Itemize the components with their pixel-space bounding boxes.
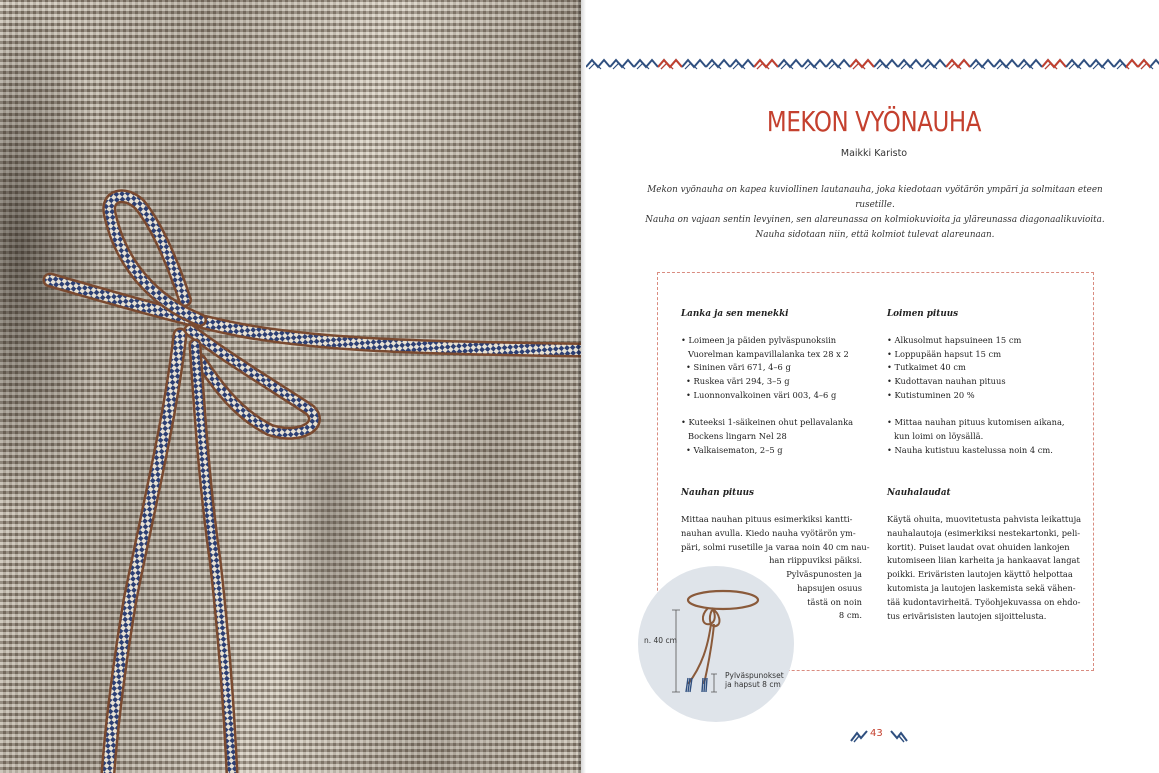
para-line: tästä on noin xyxy=(807,596,862,607)
page-number: 43 xyxy=(870,728,883,739)
para-line: Pylväspunosten ja xyxy=(786,569,862,579)
list-item: • Loimeen ja päiden pylväspunoksiin xyxy=(681,335,837,345)
list-gap xyxy=(887,403,1065,417)
para-line: tus erivärisisten lautojen sijoittelusta. xyxy=(887,610,1047,621)
para-line: kutomista ja lautojen laskemista sekä vähen- xyxy=(887,582,1076,593)
length-heading: Nauhan pituus xyxy=(681,488,754,498)
label-fringe-2: ja hapsut 8 cm xyxy=(725,680,781,689)
warp-heading: Loimen pituus xyxy=(887,309,959,319)
fringe-left xyxy=(686,678,692,692)
measure-line-8cm xyxy=(711,674,717,692)
article-intro xyxy=(640,183,1110,243)
warp-list xyxy=(887,334,1065,457)
para-line: kortit). Puiset laudat ovat ohuiden lankojen xyxy=(887,541,1070,552)
waist-loop xyxy=(688,591,758,609)
book-gutter xyxy=(578,0,586,773)
para-line: han riippuviksi päiksi. xyxy=(769,555,862,566)
list-item: • Loppupään hapsut 15 cm xyxy=(887,348,1002,359)
folk-pattern-border xyxy=(586,57,1159,71)
list-item: • Tutkaimet 40 cm xyxy=(887,362,966,373)
para-line: hapsujen osuus xyxy=(797,582,862,593)
length-paragraph xyxy=(681,513,870,568)
list-item: • Valkaisematon, 2–5 g xyxy=(686,444,783,455)
bow xyxy=(703,608,720,626)
hanging-end-left xyxy=(688,624,711,684)
yarn-list xyxy=(681,334,853,457)
article-title: MEKON VYÖNAUHA xyxy=(766,105,982,138)
page-number-block xyxy=(850,727,910,743)
list-item: • Sininen väri 671, 4–6 g xyxy=(686,362,791,373)
intro-line: Nauha on vajaan sentin levyinen, sen alareunassa on kolmiokuvioita ja yläreunassa diagonaalikuvioita. xyxy=(645,215,1105,225)
para-line: 8 cm. xyxy=(838,610,862,621)
list-item: Bockens lingarn Nel 28 xyxy=(688,430,787,441)
band-length-diagram xyxy=(638,566,794,722)
para-line: nauhalautoja (esimerkiksi nestekartonki, peli- xyxy=(887,527,1081,538)
list-item: • Alkusolmut hapsuineen 15 cm xyxy=(887,335,1022,345)
boards-heading: Nauhalaudat xyxy=(887,488,951,498)
para-line: kutomiseen liian karheita ja hankaavat langat xyxy=(887,555,1080,566)
fringe-right xyxy=(702,678,707,692)
para-line: poikki. Eriväristen lautojen käyttö helpottaa xyxy=(887,569,1073,580)
article-author: Maikki Karisto xyxy=(840,148,908,159)
intro-line: Mekon vyönauha on kapea kuviollinen lautanauha, joka kiedotaan vyötärön ympäri ja solmitaan eteen rusetille. xyxy=(647,185,1103,210)
para-line: päri, solmi rusetille ja varaa noin 40 cm nau- xyxy=(681,541,870,552)
list-item: • Luonnonvalkoinen väri 003, 4–6 g xyxy=(686,389,837,400)
para-line: Mittaa nauhan pituus esimerkiksi kantti- xyxy=(681,514,853,524)
intro-line: Nauha sidotaan niin, että kolmiot tulevat alareunaan. xyxy=(755,230,995,240)
list-item: • Kuteeksi 1-säikeinen ohut pellavalanka xyxy=(681,417,854,428)
para-line: nauhan avulla. Kiedo nauha vyötärön ym- xyxy=(681,527,856,538)
list-item: • Nauha kutistuu kastelussa noin 4 cm. xyxy=(887,444,1053,455)
measure-line-40cm xyxy=(672,610,680,692)
label-length: n. 40 cm xyxy=(644,636,677,645)
list-item: kun loimi on löysällä. xyxy=(894,430,984,441)
yarn-heading: Lanka ja sen menekki xyxy=(681,309,789,319)
ornament-right-icon xyxy=(890,729,908,743)
list-gap xyxy=(681,403,853,417)
list-item: • Mittaa nauhan pituus kutomisen aikana, xyxy=(887,417,1065,428)
boards-paragraph xyxy=(887,513,1087,623)
list-item: • Kudottavan nauhan pituus xyxy=(887,376,1006,387)
ornament-left-icon xyxy=(850,729,868,743)
para-line: Käytä ohuita, muovitetusta pahvista leikattuja xyxy=(887,514,1082,524)
label-fringe-1: Pylväspunokset xyxy=(725,671,784,680)
para-line: tää kudontavirheitä. Työohjekuvassa on ehdo- xyxy=(887,596,1081,607)
list-item: Vuorelman kampavillalanka tex 28 x 2 xyxy=(688,348,849,359)
list-item: • Kutistuminen 20 % xyxy=(887,389,975,400)
list-item: • Ruskea väri 294, 3–5 g xyxy=(686,376,790,387)
